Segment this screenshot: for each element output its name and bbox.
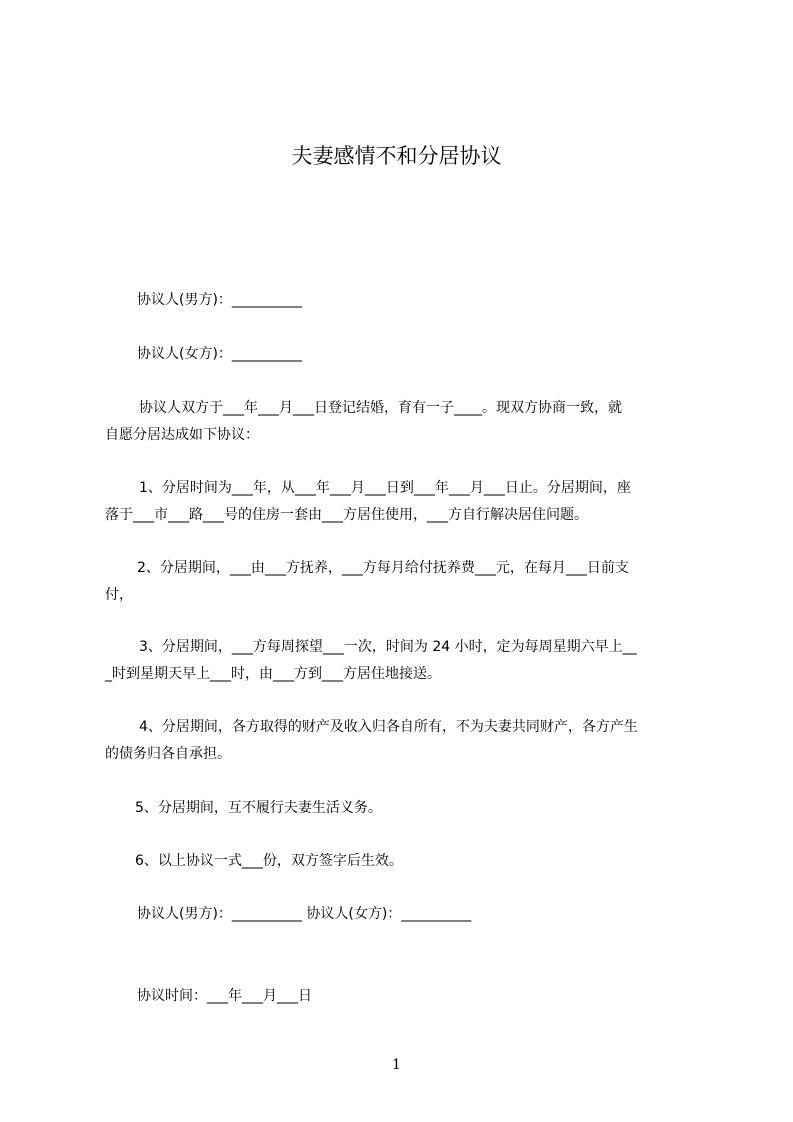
intro-line-1: 协议人双方于___年___月___日登记结婚，育有一子____。现双方协商一致，就 — [139, 400, 622, 416]
document-title: 夫妻感情不和分居协议 — [291, 144, 502, 168]
clause-4-line-2: 的债务归各自承担。 — [105, 746, 231, 762]
intro-line-2: 自愿分居达成如下协议： — [105, 427, 259, 443]
clause-6-line-1: 6、以上协议一式___份，双方签字后生效。 — [135, 853, 403, 869]
signature-line: 协议人(男方)：__________ 协议人(女方)：__________ — [137, 906, 472, 922]
clause-2-line-2: 付， — [105, 587, 133, 603]
clause-2-line-1: 2、分居期间，___由___方抚养，___方每月给付抚养费___元，在每月___日前支 — [137, 560, 629, 576]
page-number: 1 — [392, 1057, 401, 1073]
clause-5-line-1: 5、分居期间，互不履行夫妻生活义务。 — [135, 800, 382, 816]
clause-3-line-1: 3、分居期间，___方每周探望___一次，时间为 24 小时，定为每周星期六早上__ — [139, 639, 637, 655]
party-female-field: 协议人(女方)：__________ — [137, 346, 302, 362]
clause-1-line-2: 落于___市___路___号的住房一套由___方居住使用，___方自行解决居住问题。 — [105, 507, 588, 523]
party-male-field: 协议人(男方)：__________ — [137, 292, 302, 308]
agreement-date: 协议时间：___年___月___日 — [137, 988, 312, 1004]
clause-1-line-1: 1、分居时间为___年，从___年___月___日到___年___月___日止。分居期间，座 — [139, 480, 631, 496]
clause-4-line-1: 4、分居期间，各方取得的财产及收入归各自所有，不为夫妻共同财产，各方产生 — [139, 719, 638, 735]
clause-3-line-2: _时到星期天早上___时，由___方到___方居住地接送。 — [105, 666, 441, 682]
